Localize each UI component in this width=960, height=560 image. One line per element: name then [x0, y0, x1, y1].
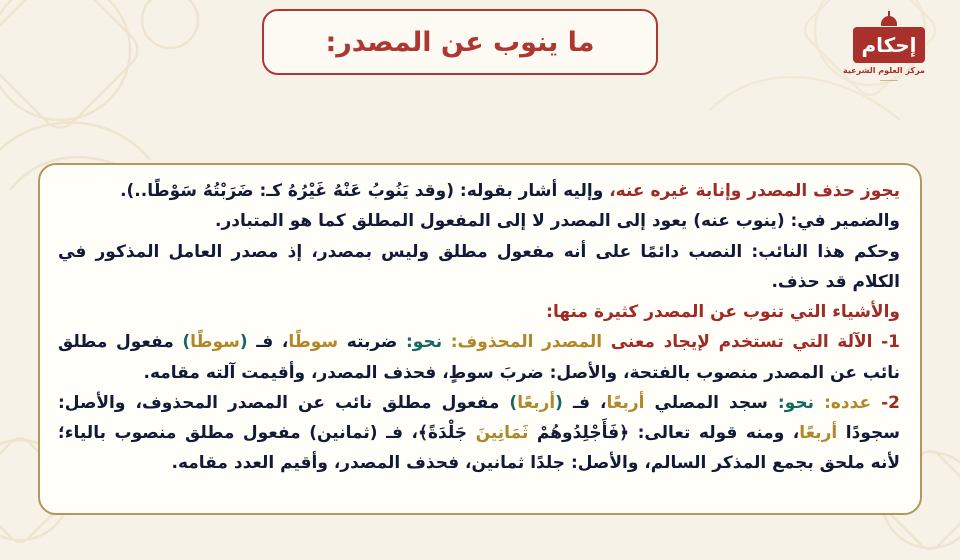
text-run: سوطًا	[190, 332, 240, 353]
text-run: )	[509, 392, 518, 413]
text-run: يجوز حذف المصدر وإنابة غيره عنه،	[603, 181, 900, 201]
text-run: أربعًا	[606, 392, 645, 413]
text-run: أربعًا	[517, 392, 556, 413]
text-run: المصدر المحذوف:	[450, 332, 603, 353]
text-run: (	[555, 392, 563, 413]
text-run: وحكم هذا النائب: النصب دائمًا على أنه مفعول مطلق وليس بمصدر، إذ مصدر العامل المذكور في الكلام قد حذف.	[58, 241, 900, 292]
text-run: أربعًا	[799, 423, 838, 443]
paragraph	[58, 176, 900, 206]
paragraph	[58, 206, 900, 236]
logo-wordmark: إحكام	[853, 27, 925, 63]
text-run: والضمير في: (ينوب عنه) يعود إلى المصدر لا إلى المفعول المطلق كما هو المتبادر.	[214, 211, 900, 232]
text-run: جَلْدَةً﴾، فـ (ثمانين) مفعول مطلق منصوب بالياء؛ لأنه ملحق بجمع المذكر السالم، والأصل: جلدًا ثمانين، فحذف المصدر، وأقيم العدد مقامه.	[58, 423, 900, 474]
mosque-dome-icon	[881, 16, 897, 26]
paragraph	[58, 327, 900, 388]
logo	[843, 16, 925, 83]
logo-tagline: ــــــــــ	[880, 76, 898, 83]
text-run: سوطًا	[288, 332, 339, 353]
text-run: وإليه أشار بقوله: (وقد يَنُوبُ عَنْهُ غَيْرُهُ كـ: ضَرَبْتُهُ سَوْطًا..).	[120, 181, 604, 201]
text-run: 1- الآلة التي تستخدم لإيجاد معنى	[602, 332, 900, 353]
text-run: ، فـ	[562, 392, 607, 413]
text-run: مفعول مطلق نائب عن المصدر منصوب بالفتحة، والأصل: ضربَ سوطٍ، فحذف المصدر، وأقيمت آلته مقامه.	[58, 332, 900, 383]
paragraph	[58, 388, 900, 479]
text-run: عدده:	[824, 392, 872, 413]
text-run: نحو:	[777, 392, 825, 413]
logo-subtitle: مركز العلوم الشرعية	[843, 66, 925, 75]
text-run: والأشياء التي تنوب عن المصدر كثيرة منها:	[546, 302, 900, 322]
text-run: ضربته	[338, 332, 406, 353]
paragraph	[58, 237, 900, 298]
text-run: 2-	[871, 392, 901, 413]
text-run: نحو:	[405, 332, 451, 353]
text-run: ثَمَانِينَ	[475, 423, 529, 443]
page-title: ما ينوب عن المصدر:	[325, 26, 595, 58]
text-run: سجد المصلي	[644, 392, 778, 413]
slide-title-box	[262, 9, 658, 75]
text-run: (	[239, 332, 248, 353]
paragraph	[58, 297, 900, 327]
text-run: مفعول مطلق نائب عن المصدر المحذوف، والأصل: سجودًا	[58, 392, 900, 443]
content-box	[38, 163, 922, 515]
text-run: ، ومنه قوله تعالى: ﴿فَأَجْلِدُوهُمْ	[528, 423, 800, 443]
text-run: ، فـ	[247, 332, 289, 353]
text-run: )	[182, 332, 191, 353]
